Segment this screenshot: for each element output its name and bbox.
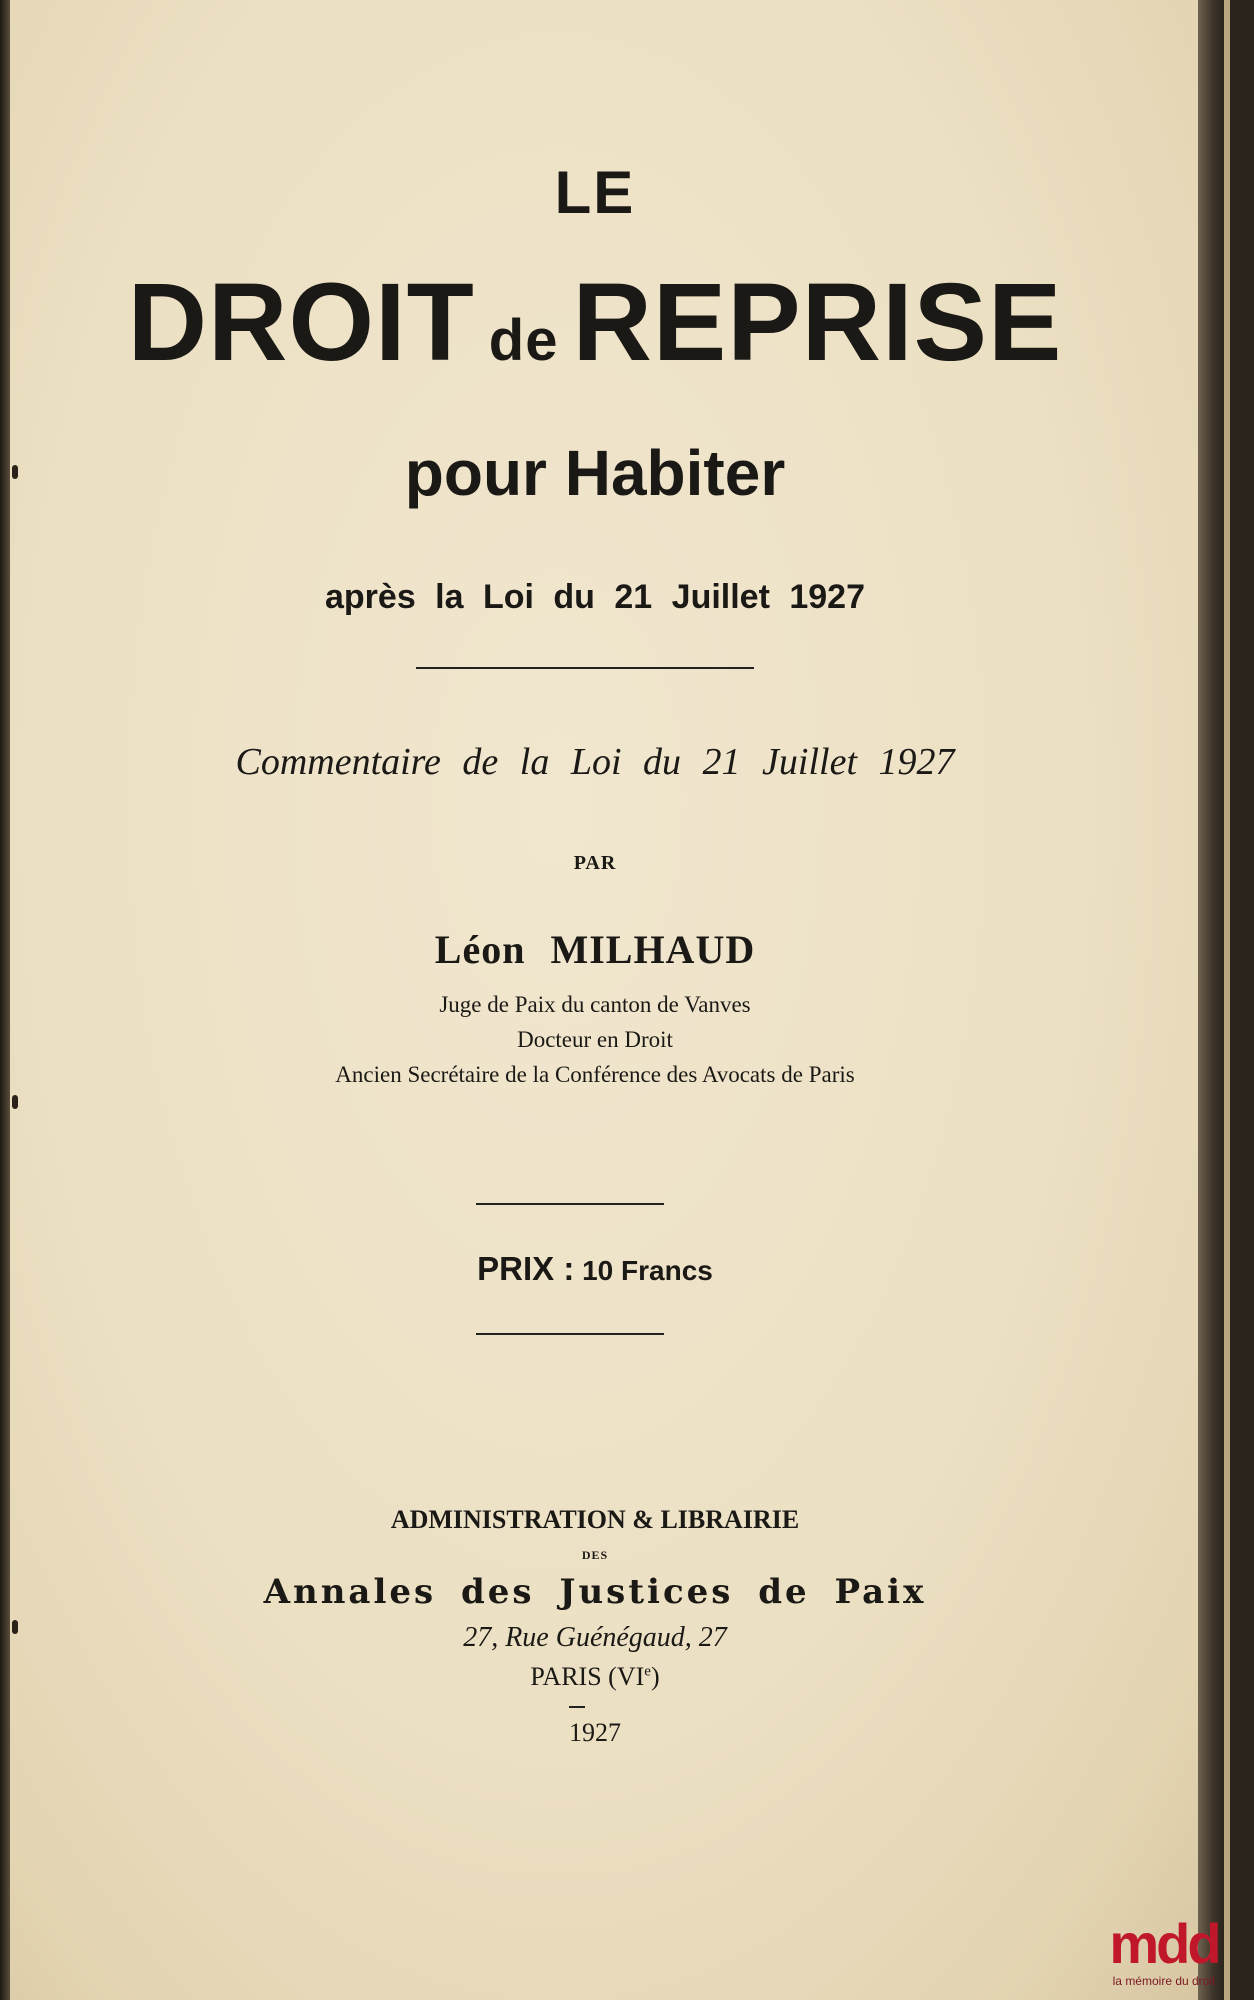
logo-text: mdd — [1109, 1912, 1219, 1975]
publisher-city: PARIS (VIe) — [530, 1662, 660, 1691]
publisher-name: Annales des Justices de Paix — [263, 1572, 927, 1612]
arrondissement: VI — [616, 1662, 645, 1691]
title-reprise: REPRISE — [572, 261, 1063, 384]
author-name: Léon MILHAUD — [434, 927, 756, 972]
city-name: PARIS — [530, 1662, 602, 1691]
logo-tagline: la mémoire du droit — [1112, 1974, 1216, 1988]
book-spine — [1198, 0, 1224, 2000]
subtitle: pour Habiter — [404, 437, 786, 509]
divider — [476, 1203, 664, 1205]
price-amount: 10 Francs — [582, 1255, 713, 1286]
author-credential: Docteur en Droit — [517, 1027, 673, 1052]
publisher-address — [10, 1622, 1180, 1654]
author-credential: Juge de Paix du canton de Vanves — [439, 992, 751, 1017]
title-droit: DROIT — [127, 261, 475, 384]
divider — [416, 667, 754, 669]
publication-year: 1927 — [569, 1718, 621, 1747]
small-divider — [569, 1706, 585, 1708]
arrondissement-sup: e — [644, 1663, 651, 1680]
main-title — [10, 262, 1180, 383]
commentary-line: Commentaire de la Loi du 21 Juillet 1927 — [235, 741, 955, 783]
publisher-line: ADMINISTRATION & LIBRAIRIE — [390, 1505, 800, 1534]
author-credential: Ancien Secrétaire de la Conférence des Avocats de Paris — [335, 1062, 855, 1087]
title-page — [10, 0, 1230, 2000]
address-text: 27, Rue Guénégaud, 27 — [463, 1622, 727, 1653]
mdd-logo — [1094, 1912, 1234, 1988]
publisher-des: DES — [581, 1548, 609, 1562]
law-date-line: après la Loi du 21 Juillet 1927 — [325, 578, 865, 616]
title-de: de — [488, 308, 559, 373]
price-line — [10, 1250, 1180, 1288]
binding-mark — [12, 1095, 18, 1109]
divider — [476, 1333, 664, 1335]
par-label: PAR — [573, 852, 617, 874]
price-label: PRIX : — [477, 1250, 575, 1287]
title-le: LE — [554, 159, 636, 226]
page-left-edge — [0, 0, 10, 2000]
